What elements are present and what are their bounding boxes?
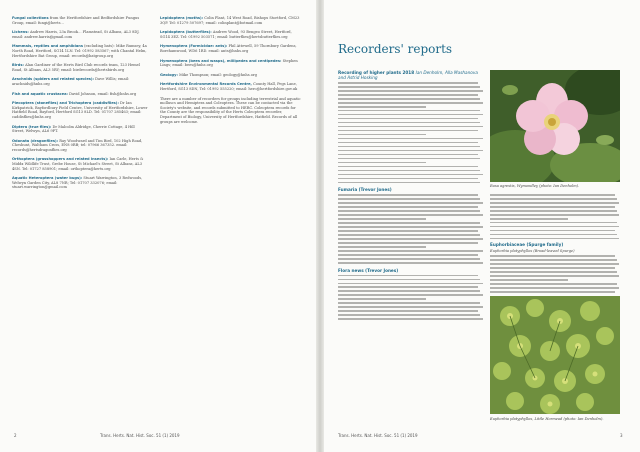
recorder-entry xyxy=(160,44,302,53)
body-text-line xyxy=(338,218,426,220)
body-text-line xyxy=(338,138,483,140)
recorder-entry-body: County Hall, Pegs Lane, Hertford, SG13 8DN, Tel: 01992 555220; email: herc@hertfordshire.gov.uk xyxy=(160,82,298,91)
recorder-entry-head: Aquatic Heteroptera (water bugs): xyxy=(12,176,83,181)
body-text-line xyxy=(338,170,480,172)
body-text-line xyxy=(490,287,619,289)
right-column-2 xyxy=(490,194,620,295)
body-text-line xyxy=(338,262,483,264)
body-text-line xyxy=(338,126,483,128)
body-text-line xyxy=(490,259,617,261)
section-heading: Euphorbiaceae (Spurge family) xyxy=(490,242,564,248)
body-text-line xyxy=(338,182,480,184)
body-text-line xyxy=(490,198,617,200)
recorder-entry-head: Diptera (true flies): xyxy=(12,124,52,129)
body-text-line xyxy=(338,238,483,240)
body-text-line xyxy=(338,154,478,156)
recorder-entry xyxy=(160,82,302,91)
rosa-agrestis-photo xyxy=(490,70,620,182)
section-heading: Flora news (Trevor Jones) xyxy=(338,267,399,273)
body-text-line xyxy=(338,206,478,208)
body-text-line xyxy=(490,238,619,240)
euphorbia-caption: Euphorbia platyphyllos, Little Hormead (photo: Ian Denholm). xyxy=(490,417,604,421)
recorder-entry xyxy=(12,176,148,190)
recorder-entry-body: from the Hertfordshire and Bedfordshire Fungus Group, email: fungi@herts… xyxy=(12,16,140,25)
body-text-line xyxy=(338,298,426,300)
body-text-line xyxy=(490,291,615,293)
recorder-entry-head: Hertfordshire Environmental Records Centre, xyxy=(160,82,252,87)
recorder-entry xyxy=(12,63,148,72)
recorder-entry-body: (excluding bats): Mike Rumsey, 4a North Road, Hertford, SG14 1LN. Tel: 01992 583567; with Chantal Helm, Hertfordshire Bat Group, email: records@batgroup.org xyxy=(12,44,147,58)
body-text-line xyxy=(338,110,480,112)
body-text-line xyxy=(338,294,483,296)
recorder-entry xyxy=(12,77,148,86)
recorder-entry-body: Colin Plant, 14 West Road, Bishops Stortford, CM23 3QP. Tel: 01279 507697; email: colinplant@botmail.com xyxy=(160,16,300,25)
left-column-1 xyxy=(12,16,148,195)
recorder-entry-head: Fish and aquatic crustacea: xyxy=(12,91,68,96)
section-heading: Fumaria (Trevor Jones) xyxy=(338,187,392,193)
recorder-entry-head: Hymenoptera (Formicidae: ants): xyxy=(160,44,228,49)
body-text-line xyxy=(338,178,478,180)
body-text-line xyxy=(338,118,478,120)
body-text-line xyxy=(338,202,483,204)
body-text-line xyxy=(338,90,483,92)
recorder-entry-body: Andrew Wood, 93 Bengeo Street, Hertford, SG14 3EZ. Tel: 01992 503571; email: butterflies@hertsbutterflies.org xyxy=(160,30,292,39)
body-text-line xyxy=(338,286,478,288)
body-text-line xyxy=(338,306,483,308)
recorder-entry-head: Hymenoptera (bees and wasps), millipedes and centipedes: xyxy=(160,58,282,63)
body-text-line xyxy=(338,210,480,212)
rosa-agrestis-caption: Rosa agrestis, Wymondley (photo: Ian Denholm). xyxy=(490,184,580,188)
body-text-line xyxy=(338,254,478,256)
recorder-entry-body: Dr Ian Kirkpatrick, Bayfordbury Field Centre, University of Hertfordshire, Lower Hatfield Road, Bayford, Hertford SG13 8LD. Tel: 01707 285463; email: caddisflies@hnhs.org xyxy=(12,101,148,119)
body-text-line xyxy=(338,310,478,312)
body-text-line xyxy=(338,242,478,244)
body-text-line xyxy=(338,222,480,224)
recorder-entry-body: David Johnson, email: fish@hnhs.org xyxy=(69,91,137,96)
body-text-line xyxy=(338,102,483,104)
section-subheading: Euphorbia platyphyllos (Broad-leaved Spurge) xyxy=(490,249,575,254)
body-text-line xyxy=(338,134,426,136)
body-text-line xyxy=(490,234,617,236)
euphorbia-photo xyxy=(490,296,620,414)
body-text-line xyxy=(338,130,478,132)
left-footer: Trans. Herts. Nat. Hist. Soc. 51 (1) 2019 xyxy=(100,433,180,438)
recorder-entry-body: Dr Malcolm Aldridge, Cherrie Cottage, 4 Hill Street, Welwyn, AL6 9PT. xyxy=(12,124,135,134)
body-text-line xyxy=(490,255,615,257)
recorder-entry-head: Birds: xyxy=(12,63,24,68)
recorder-entry-body: There are a number of recorders for groups including terrestrial and aquatic molluscs and Hemiptera and Coleoptera. These can be contacted via the Society's website, and records submitted to HERC. Coleoptera records for the County are the responsibility of the Herts Coleoptera recorder, Department of Biology, University of Hertfordshire, Hatfield. Records of all groups are welcome. xyxy=(160,96,301,124)
recorder-entry-head: Plecoptera (stoneflies) and Trichoptera (caddisflies): xyxy=(12,101,119,106)
body-text-line xyxy=(338,258,480,260)
recorder-entry-body: Ian Carle, Herts & Middx Wildlife Trust, Grebe House, St Michael's Street, St Albans, AL3 4SN. Tel: 01727 858901; email: orthoptera@herts.org xyxy=(12,157,144,171)
body-text-line xyxy=(338,226,483,228)
recorder-entry xyxy=(12,16,148,25)
recorder-entry-body: Stephen Lings; email: bees@hnhs.org xyxy=(160,58,298,68)
recorder-entry-head: Geology: xyxy=(160,72,178,77)
body-text-line xyxy=(338,106,426,108)
recorder-entry xyxy=(12,30,148,39)
right-page xyxy=(324,0,640,452)
recorder-entry-head: Arachnids (spiders and related species): xyxy=(12,77,94,82)
recorder-entry-head: Lepidoptera (moths): xyxy=(160,16,204,20)
body-text-line xyxy=(338,150,483,152)
body-text-line xyxy=(338,94,478,96)
body-text-line xyxy=(490,283,617,285)
body-text-line xyxy=(338,98,480,100)
recorder-entry xyxy=(12,157,148,171)
page-title: Recorders' reports xyxy=(338,42,453,56)
body-text-line xyxy=(338,290,480,292)
recorder-entry-head: Lepidoptera (butterflies): xyxy=(160,30,212,35)
body-text-line xyxy=(338,158,480,160)
recorder-entry xyxy=(12,44,148,58)
recorder-entry xyxy=(12,101,148,119)
body-text-line xyxy=(338,114,483,116)
right-page-number: 3 xyxy=(620,433,623,438)
body-text-line xyxy=(490,263,619,265)
recorder-entry-body: Andrew Harris, 23a Brook… Flamstead, St Albans, AL3 8DJ. email: andrew.harris@gmail.com xyxy=(12,30,140,39)
body-text-line xyxy=(338,302,480,304)
body-text-line xyxy=(338,82,478,84)
recorder-entry-body: Ray Woodward and Tim Bird, 102 High Road, Cheshunt, Waltham Cross, EN8 0RB; tel: 07966 367352. email: records@hertsdragonflies.org xyxy=(12,138,143,152)
body-text-line xyxy=(338,198,480,200)
gutter xyxy=(316,0,324,452)
body-text-line xyxy=(338,162,426,164)
recorder-entry xyxy=(160,59,302,68)
left-page-number: 2 xyxy=(14,433,17,438)
recorder-entry xyxy=(160,97,302,125)
body-text-line xyxy=(338,122,480,124)
body-text-line xyxy=(338,146,480,148)
body-text-line xyxy=(338,166,478,168)
body-text-line xyxy=(338,214,483,216)
recorder-entry xyxy=(12,92,148,97)
body-text-line xyxy=(490,226,619,228)
body-text-line xyxy=(490,279,568,281)
right-column-1 xyxy=(338,70,484,322)
recorder-entry-body: Mike Thompson; email: geology@hnhs.org xyxy=(179,72,257,77)
body-text-line xyxy=(490,222,617,224)
recorder-entry-head: Orthoptera (grasshoppers and related insects): xyxy=(12,157,109,162)
recorder-entry xyxy=(160,30,302,39)
body-text-line xyxy=(338,234,480,236)
body-text-line xyxy=(490,202,619,204)
recorder-entry-head: Lichens: xyxy=(12,30,29,35)
recorder-entry-body: Stuart Warrington, 3 Redwoods, Welwyn Garden City, AL8 7NR; Tel: 01707 332076; email: stuart.warrington@gmail.com xyxy=(12,176,143,190)
body-text-line xyxy=(490,206,615,208)
body-text-line xyxy=(490,194,615,196)
body-text-line xyxy=(490,230,615,232)
recorder-entry-head: Fungal collections xyxy=(12,16,49,20)
recorder-entry-body: Alan Gardiner of the Herts Bird Club records team, 123 Hemel Road, St Albans, AL3 5RY; email: birdrecords@hertsbirds.org xyxy=(12,63,140,72)
body-text-line xyxy=(338,250,483,252)
recorder-entry xyxy=(12,125,148,134)
body-text-line xyxy=(490,271,617,273)
recorder-entry-head: Mammals, reptiles and amphibians xyxy=(12,44,83,49)
body-text-line xyxy=(338,86,480,88)
recorder-entry xyxy=(160,16,302,25)
section-heading: Recording of higher plants 2018 Ian Denholm, Alla Mashanova and Astrid Hosking xyxy=(338,70,478,80)
body-text-line xyxy=(338,194,478,196)
body-text-line xyxy=(490,214,619,216)
body-text-line xyxy=(338,283,483,285)
body-text-line xyxy=(338,275,478,277)
right-footer: Trans. Herts. Nat. Hist. Soc. 51 (1) 2019 xyxy=(338,433,418,438)
body-text-line xyxy=(338,279,480,281)
body-text-line xyxy=(490,275,619,277)
recorder-entry-head: Odonata (dragonflies): xyxy=(12,138,59,143)
body-text-line xyxy=(338,318,483,320)
recorder-entry xyxy=(12,139,148,153)
recorder-entry-body: Dave Willis; email: arachnids@hnhs.org xyxy=(12,77,130,86)
left-column-2 xyxy=(160,16,302,129)
recorder-entry-body: Phil Attewell, 59 Thornbury Gardens, Borehamwood, WD6 1RD. email: ants@hnhs.org xyxy=(160,44,297,53)
body-text-line xyxy=(338,230,478,232)
left-page xyxy=(0,0,316,452)
body-text-line xyxy=(338,246,426,248)
body-text-line xyxy=(338,174,483,176)
body-text-line xyxy=(490,210,617,212)
body-text-line xyxy=(490,267,615,269)
body-text-line xyxy=(338,314,480,316)
body-text-line xyxy=(490,218,568,220)
recorder-entry xyxy=(160,73,302,78)
body-text-line xyxy=(338,142,478,144)
